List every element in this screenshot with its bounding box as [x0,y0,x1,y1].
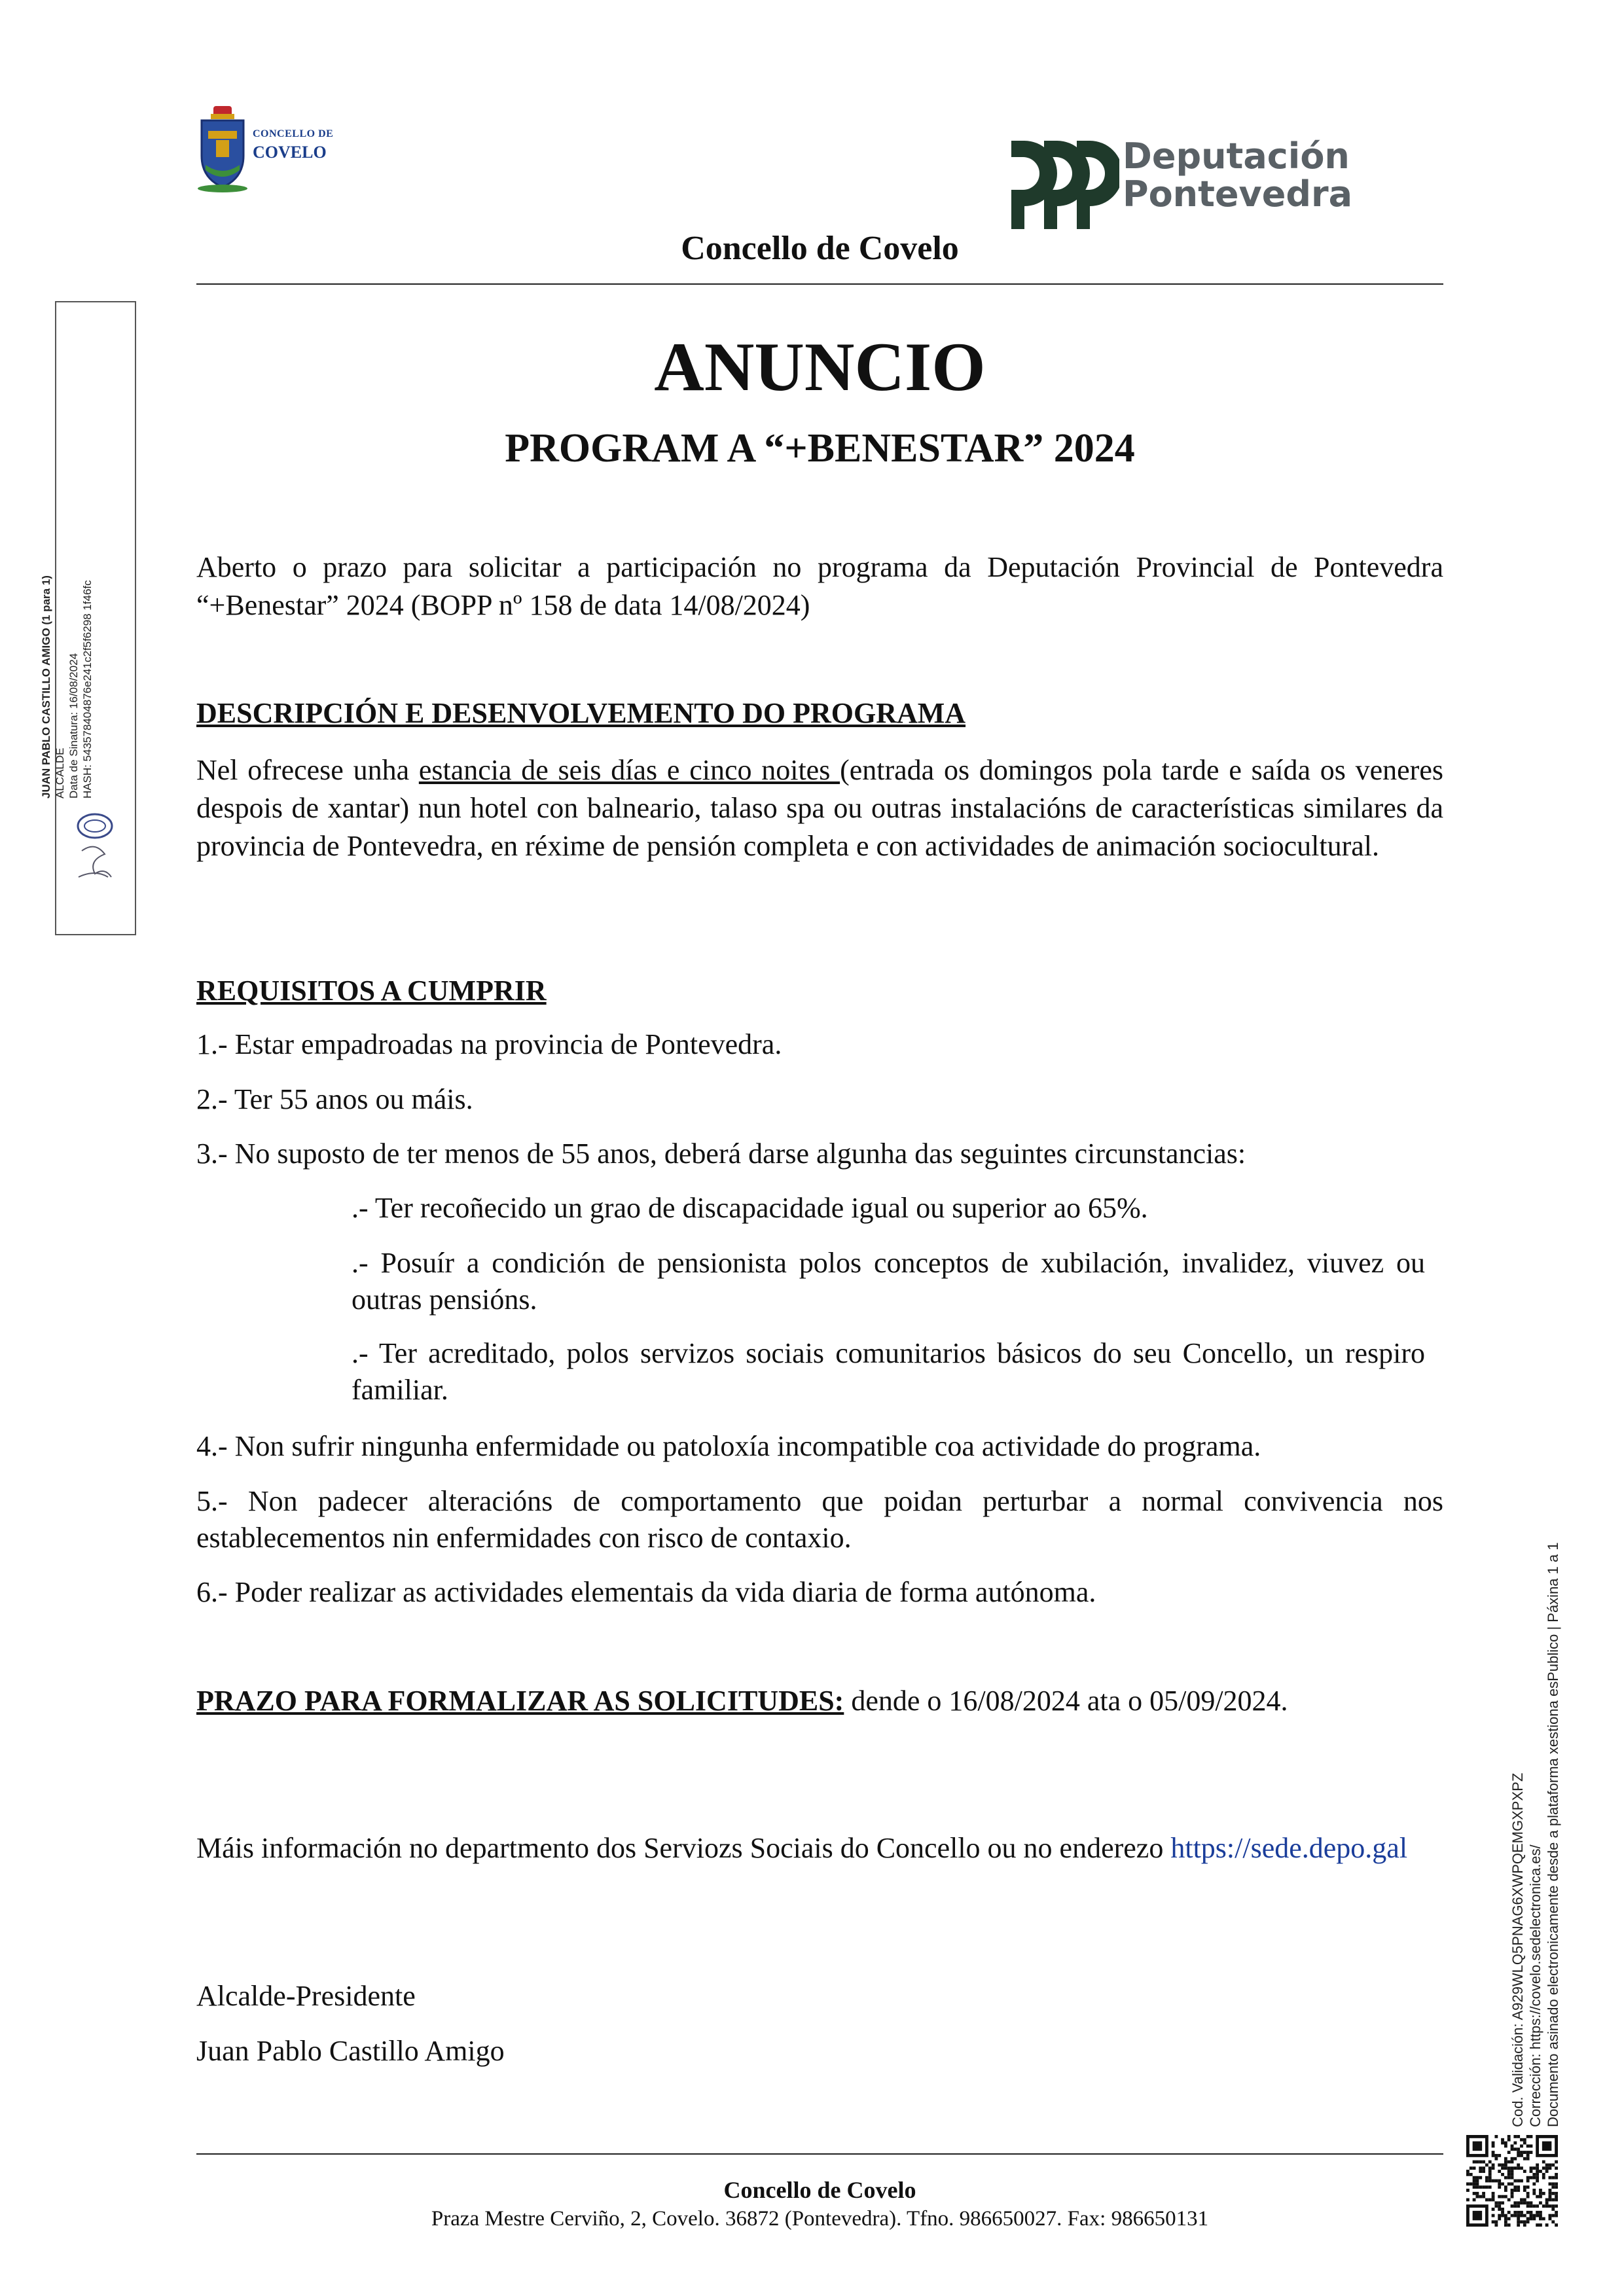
footer-address: Praza Mestre Cerviño, 2, Covelo. 36872 (Pontevedra). Tfno. 986650027. Fax: 986650131 [431,2207,1209,2231]
validation-code: Cod. Validación: A929WLQ5PNAG6XWPQEMGXPXPZ [1509,1772,1526,2127]
footer-rule [196,2153,1443,2155]
validation-url: Corrección: https://covelo.sedelectronica.es/ [1527,1844,1543,2127]
logo-text-line2: COVELO [253,143,327,162]
deputacion-logo [1008,128,1362,236]
requirement-3a: .- Ter recoñecido un grao de discapacidade igual ou superior ao 65%. [352,1192,1148,1224]
deadline-label: PRAZO PARA FORMALIZAR AS SOLICITUDES: [196,1685,844,1717]
deputacion-mark-icon [1008,128,1119,232]
deputacion-name-line1: Deputación [1123,135,1350,177]
validation-text [1509,1453,1562,2127]
requirement-3c: .- Ter acreditado, polos servizos sociais comunitarios básicos do seu Concello, un respiro familiar. [352,1337,1425,1406]
requirement-3: 3.- No suposto de ter menos de 55 anos, deberá darse algunha das seguintes circunstancias: [196,1138,1246,1170]
signer-role-stamp: ALCALDE [54,747,66,798]
requirement-4: 4.- Non sufrir ningunha enfermidade ou patoloxía incompatible coa actividade do programa. [196,1430,1261,1462]
intro-paragraph: Aberto o prazo para solicitar a participación no programa da Deputación Provincial de Pontevedra “+Benestar” 2024 (BOPP nº 158 de data 14/08/2024) [196,551,1443,621]
deadline-paragraph [196,1682,1443,1720]
requirement-5: 5.- Non padecer alteracións de comportamento que poidan perturbar a normal convivencia nos establecementos nin enfermidades con risco de contaxio. [196,1485,1443,1554]
covelo-logo [196,105,347,193]
description-heading: DESCRIPCIÓN E DESENVOLVEMENTO DO PROGRAMA [196,697,966,729]
document-title: ANUNCIO [654,329,986,405]
deadline-dates: dende o 16/08/2024 ata o 05/09/2024. [844,1685,1288,1717]
header-title: Concello de Covelo [681,230,959,267]
requirement-1: 1.- Estar empadroadas na provincia de Pontevedra. [196,1028,782,1060]
qr-code[interactable] [1466,2135,1558,2227]
signature-stamp-text [39,340,94,798]
document-subtitle: PROGRAM A “+BENESTAR” 2024 [505,426,1135,471]
info-paragraph [196,1829,1443,1867]
requirement-3b: .- Posuír a condición de pensionista polos conceptos de xubilación, invalidez, viuvez ou outras pensións. [352,1247,1425,1316]
requirement-2: 2.- Ter 55 anos ou máis. [196,1083,473,1115]
info-link[interactable]: https://sede.depo.gal [1170,1832,1408,1864]
description-text-post: (entrada os domingos pola tarde e saída os veneres despois de xantar) nun hotel con balneario, talaso spa ou outras instalacións de características similares da provincia de Pontevedra, en réxime de pensión completa e con actividades de animación sociocultural. [196,754,1443,862]
description-text-pre: Nel ofrecese unha [196,754,419,786]
signer-role: Alcalde-Presidente [196,1980,416,2012]
qr-code-icon [1466,2135,1558,2227]
signer-name: Juan Pablo Castillo Amigo [196,2035,505,2067]
deputacion-name-line2: Pontevedra [1123,173,1353,215]
requirements-heading: REQUISITOS A CUMPRIR [196,975,547,1007]
logo-text-line1: CONCELLO DE [253,128,334,139]
description-text-underlined: estancia de seis días e cinco noites [418,754,840,786]
signature-date: Data de Sinatura: 16/08/2024 [67,653,80,798]
validation-note: Documento asinado electronicamente desde a plataforma xestiona esPublico | Páxina 1 a 1 [1545,1542,1561,2127]
footer-title: Concello de Covelo [723,2177,916,2203]
info-text: Máis información no departmento dos Serviozs Sociais do Concello ou no enderezo [196,1832,1171,1864]
signer-name-stamp: JUAN PABLO CASTILLO AMIGO (1 para 1) [40,575,52,798]
signature-seal [72,812,118,887]
coat-of-arms-icon [196,105,249,193]
seal-icon [72,812,118,887]
requirement-6: 6.- Poder realizar as actividades elementais da vida diaria de forma autónoma. [196,1576,1096,1608]
header-rule [196,283,1443,285]
description-paragraph [196,751,1443,865]
signature-hash: HASH: 543578404876e241c2f5f6298 1f46fc [81,580,94,798]
